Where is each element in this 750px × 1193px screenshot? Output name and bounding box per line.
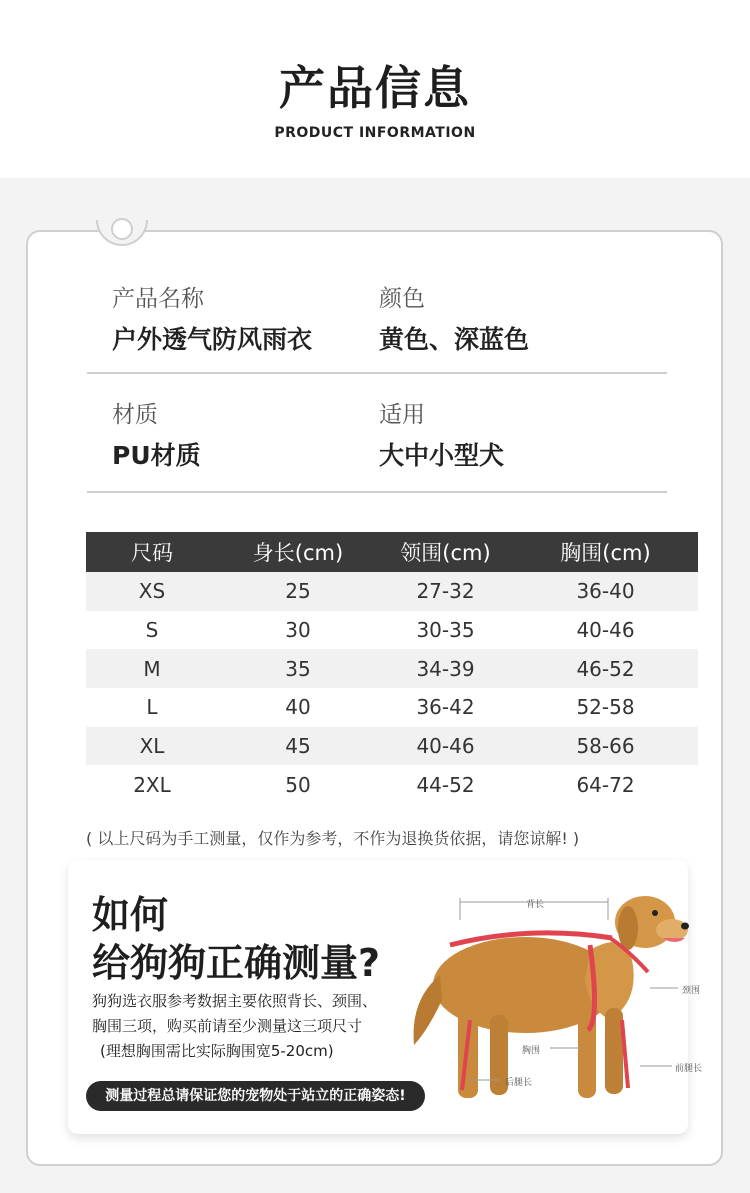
size-header-neck: 领围(cm) [378,532,513,572]
guide-heading-line2: 给狗狗正确测量? [92,941,381,985]
back-length-label: 背长 [526,900,545,910]
guide-desc-line1: 狗狗选衣服参考数据主要依照背长、颈围、 [92,992,378,1010]
table-row [86,572,698,611]
chest-cell: 46-52 [513,649,698,688]
card-tab-hole [111,218,133,240]
size-header-length: 身长(cm) [218,532,378,572]
size-disclaimer: ( 以上尺码为手工测量，仅作为参考，不作为退换货依据，请您谅解! ) [86,829,580,848]
size-table [86,532,698,804]
divider [87,372,667,374]
length-cell: 25 [218,572,378,611]
size-cell: XL [86,727,218,766]
product-name-label: 产品名称 [112,286,204,312]
front-leg-label: 前腿长 [675,1064,703,1074]
size-cell: XS [86,572,218,611]
color-value: 黄色、深蓝色 [379,325,530,354]
suitable-label: 适用 [379,402,425,428]
size-table-header-row [86,532,698,572]
guide-heading-line1: 如何 [92,893,169,937]
guide-desc-line2: 胸围三项，购买前请至少测量这三项尺寸 [92,1017,363,1035]
table-row [86,649,698,688]
chest-cell: 58-66 [513,727,698,766]
size-cell: M [86,649,218,688]
neck-cell: 34-39 [378,649,513,688]
divider [87,491,667,493]
posture-tip-badge: 测量过程总请保证您的宠物处于站立的正确姿态! [86,1081,425,1111]
length-cell: 40 [218,688,378,727]
table-row [86,688,698,727]
chest-cell: 52-58 [513,688,698,727]
size-header-size: 尺码 [86,532,218,572]
hind-leg-label: 后腿长 [505,1078,533,1088]
length-cell: 45 [218,727,378,766]
size-header-chest: 胸围(cm) [513,532,698,572]
suitable-value: 大中小型犬 [379,441,505,470]
product-name-value: 户外透气防风雨衣 [112,325,313,354]
neck-cell: 30-35 [378,611,513,650]
size-cell: 2XL [86,765,218,804]
length-cell: 50 [218,765,378,804]
neck-girth-label: 颈围 [682,986,701,996]
size-cell: L [86,688,218,727]
table-row [86,765,698,804]
chest-girth-label: 胸围 [522,1046,541,1056]
guide-desc-line3: (理想胸围需比实际胸围宽5-20cm) [100,1042,334,1060]
material-label: 材质 [112,402,158,428]
page-subtitle: PRODUCT INFORMATION [274,125,476,141]
length-cell: 30 [218,611,378,650]
neck-cell: 40-46 [378,727,513,766]
neck-cell: 36-42 [378,688,513,727]
chest-cell: 36-40 [513,572,698,611]
material-value: PU材质 [112,441,201,470]
chest-cell: 40-46 [513,611,698,650]
page-title: 产品信息 [279,61,471,115]
chest-cell: 64-72 [513,765,698,804]
dog-illustration [400,880,710,1110]
size-cell: S [86,611,218,650]
table-row [86,727,698,766]
color-label: 颜色 [379,286,425,312]
neck-cell: 44-52 [378,765,513,804]
neck-cell: 27-32 [378,572,513,611]
header [0,0,750,178]
length-cell: 35 [218,649,378,688]
table-row [86,611,698,650]
